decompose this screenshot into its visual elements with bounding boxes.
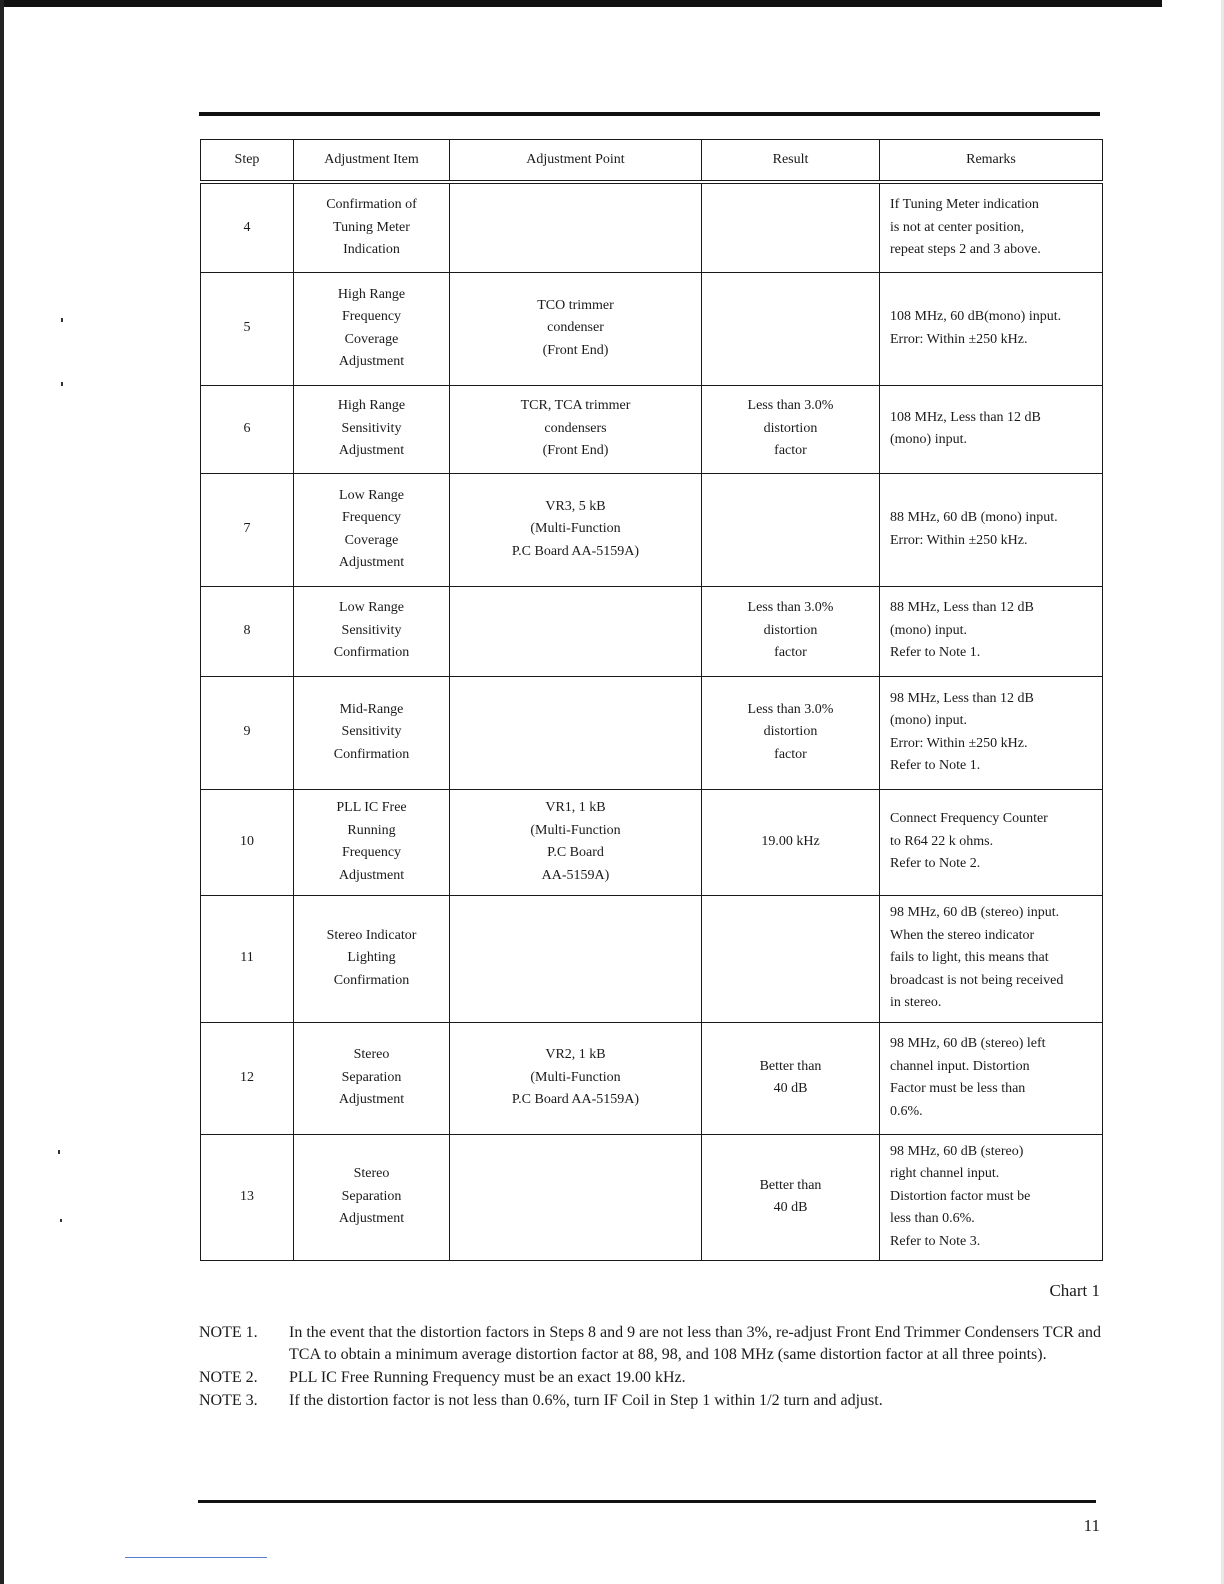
- step-cell: 11: [201, 895, 294, 1022]
- header-adjustment-point: Adjustment Point: [450, 140, 702, 183]
- note-label: NOTE 3.: [199, 1392, 258, 1409]
- remarks-cell: 98 MHz, Less than 12 dB (mono) input. Error: Within ±250 kHz. Refer to Note 1.: [880, 676, 1103, 789]
- page-number: 11: [1083, 1516, 1100, 1535]
- table-row: [201, 385, 1103, 473]
- remarks-cell: 108 MHz, 60 dB(mono) input. Error: Within ±250 kHz.: [880, 272, 1103, 385]
- result-cell: [702, 473, 880, 586]
- table-row: [201, 789, 1103, 895]
- scan-border-top: [0, 0, 1162, 7]
- scan-speck: [60, 1219, 62, 1222]
- adjustment-item-cell: Confirmation of Tuning Meter Indication: [294, 182, 450, 272]
- table-row: [201, 473, 1103, 586]
- remarks-cell: Connect Frequency Counter to R64 22 k ohms. Refer to Note 2.: [880, 789, 1103, 895]
- result-cell: [702, 272, 880, 385]
- chart-caption: Chart 1: [1049, 1281, 1100, 1300]
- step-cell: 10: [201, 789, 294, 895]
- remarks-cell: 88 MHz, 60 dB (mono) input. Error: Within ±250 kHz.: [880, 473, 1103, 586]
- adjustment-point-cell: [450, 182, 702, 272]
- scan-speck: [58, 1150, 60, 1154]
- note-2: [199, 1367, 1104, 1389]
- note-label: NOTE 2.: [199, 1369, 258, 1386]
- table-row: [201, 1134, 1103, 1260]
- table-header-row: [201, 140, 1103, 183]
- adjustment-item-cell: Stereo Separation Adjustment: [294, 1134, 450, 1260]
- adjustment-point-cell: VR3, 5 kB (Multi-Function P.C Board AA-5159A): [450, 473, 702, 586]
- remarks-cell: 98 MHz, 60 dB (stereo) input. When the stereo indicator fails to light, this means that broadcast is not being received in stereo.: [880, 895, 1103, 1022]
- scan-speck: [61, 382, 63, 386]
- footer-rule: [198, 1500, 1096, 1503]
- step-cell: 9: [201, 676, 294, 789]
- header-rule: [199, 112, 1100, 116]
- note-text: PLL IC Free Running Frequency must be an exact 19.00 kHz.: [289, 1369, 686, 1386]
- header-result: Result: [702, 140, 880, 183]
- adjustment-item-cell: PLL IC Free Running Frequency Adjustment: [294, 789, 450, 895]
- result-cell: Less than 3.0% distortion factor: [702, 586, 880, 676]
- table-row: [201, 895, 1103, 1022]
- scan-speck: [61, 318, 63, 322]
- result-cell: Better than 40 dB: [702, 1134, 880, 1260]
- header-step: Step: [201, 140, 294, 183]
- note-text: In the event that the distortion factors in Steps 8 and 9 are not less than 3%, re-adjust Front End Trimmer Condensers TCR and TCA to obtain a minimum average distortion factor at 88, 98, and 108 MHz (same distortion factor at all three points).: [289, 1324, 1102, 1363]
- adjustment-table: [200, 139, 1103, 1261]
- scan-artifact-line: [125, 1557, 267, 1558]
- note-text: If the distortion factor is not less than 0.6%, turn IF Coil in Step 1 within 1/2 turn and adjust.: [289, 1392, 883, 1409]
- scan-border-left: [0, 0, 4, 1584]
- result-cell: 19.00 kHz: [702, 789, 880, 895]
- adjustment-point-cell: [450, 676, 702, 789]
- adjustment-point-cell: VR1, 1 kB (Multi-Function P.C Board AA-5159A): [450, 789, 702, 895]
- step-cell: 6: [201, 385, 294, 473]
- result-cell: Less than 3.0% distortion factor: [702, 385, 880, 473]
- result-cell: Better than 40 dB: [702, 1022, 880, 1134]
- remarks-cell: 108 MHz, Less than 12 dB (mono) input.: [880, 385, 1103, 473]
- step-cell: 5: [201, 272, 294, 385]
- table-row: [201, 182, 1103, 272]
- step-cell: 7: [201, 473, 294, 586]
- step-cell: 8: [201, 586, 294, 676]
- step-cell: 12: [201, 1022, 294, 1134]
- adjustment-point-cell: [450, 1134, 702, 1260]
- adjustment-item-cell: Low Range Sensitivity Confirmation: [294, 586, 450, 676]
- adjustment-point-cell: [450, 586, 702, 676]
- adjustment-item-cell: Stereo Separation Adjustment: [294, 1022, 450, 1134]
- table-row: [201, 272, 1103, 385]
- adjustment-point-cell: VR2, 1 kB (Multi-Function P.C Board AA-5159A): [450, 1022, 702, 1134]
- table-row: [201, 1022, 1103, 1134]
- note-3: [199, 1390, 1104, 1412]
- result-cell: [702, 182, 880, 272]
- remarks-cell: If Tuning Meter indication is not at center position, repeat steps 2 and 3 above.: [880, 182, 1103, 272]
- result-cell: [702, 895, 880, 1022]
- remarks-cell: 98 MHz, 60 dB (stereo) right channel input. Distortion factor must be less than 0.6%. Refer to Note 3.: [880, 1134, 1103, 1260]
- adjustment-point-cell: TCO trimmer condenser (Front End): [450, 272, 702, 385]
- adjustment-item-cell: High Range Frequency Coverage Adjustment: [294, 272, 450, 385]
- adjustment-item-cell: Stereo Indicator Lighting Confirmation: [294, 895, 450, 1022]
- header-adjustment-item: Adjustment Item: [294, 140, 450, 183]
- note-label: NOTE 1.: [199, 1324, 258, 1341]
- header-remarks: Remarks: [880, 140, 1103, 183]
- step-cell: 13: [201, 1134, 294, 1260]
- adjustment-point-cell: TCR, TCA trimmer condensers (Front End): [450, 385, 702, 473]
- remarks-cell: 88 MHz, Less than 12 dB (mono) input. Refer to Note 1.: [880, 586, 1103, 676]
- result-cell: Less than 3.0% distortion factor: [702, 676, 880, 789]
- note-1: [199, 1322, 1104, 1366]
- table-row: [201, 676, 1103, 789]
- adjustment-item-cell: High Range Sensitivity Adjustment: [294, 385, 450, 473]
- step-cell: 4: [201, 182, 294, 272]
- notes-section: [199, 1322, 1104, 1413]
- adjustment-item-cell: Low Range Frequency Coverage Adjustment: [294, 473, 450, 586]
- adjustment-point-cell: [450, 895, 702, 1022]
- remarks-cell: 98 MHz, 60 dB (stereo) left channel input. Distortion Factor must be less than 0.6%.: [880, 1022, 1103, 1134]
- table-row: [201, 586, 1103, 676]
- adjustment-item-cell: Mid-Range Sensitivity Confirmation: [294, 676, 450, 789]
